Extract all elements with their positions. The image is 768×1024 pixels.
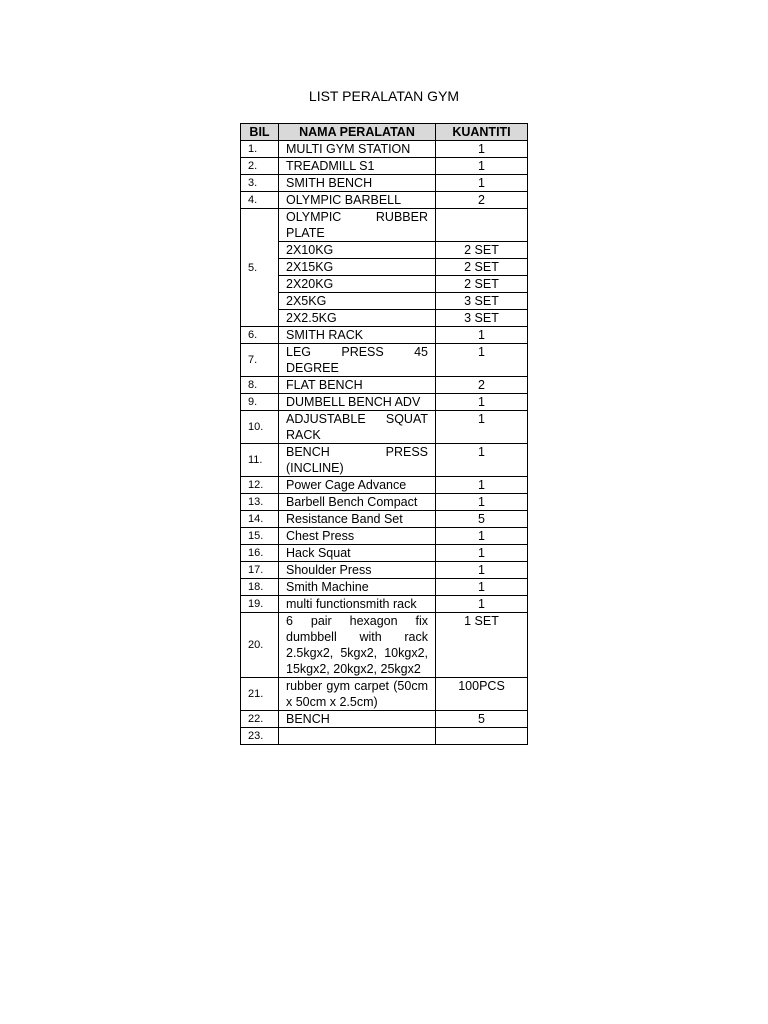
equipment-name-cell: SMITH BENCH bbox=[279, 175, 436, 192]
bil-cell: 13. bbox=[241, 494, 279, 511]
quantity-cell: 5 bbox=[436, 511, 528, 528]
equipment-name-cell: 2X2.5KG bbox=[279, 310, 436, 327]
quantity-cell: 1 bbox=[436, 477, 528, 494]
table-row bbox=[241, 394, 528, 411]
table-row bbox=[241, 377, 528, 394]
bil-cell: 8. bbox=[241, 377, 279, 394]
bil-cell: 18. bbox=[241, 579, 279, 596]
equipment-name-cell: OLYMPIC BARBELL bbox=[279, 192, 436, 209]
bil-cell: 2. bbox=[241, 158, 279, 175]
table-subrow bbox=[241, 259, 528, 276]
table-row bbox=[241, 175, 528, 192]
table-subrow bbox=[241, 276, 528, 293]
table-row bbox=[241, 728, 528, 745]
quantity-cell: 2 SET bbox=[436, 259, 528, 276]
table-row bbox=[241, 562, 528, 579]
quantity-cell: 1 bbox=[436, 158, 528, 175]
bil-cell: 11. bbox=[241, 444, 279, 477]
quantity-cell: 100PCS bbox=[436, 678, 528, 711]
table-row bbox=[241, 678, 528, 711]
quantity-cell: 1 bbox=[436, 327, 528, 344]
table-row bbox=[241, 528, 528, 545]
quantity-cell: 5 bbox=[436, 711, 528, 728]
equipment-name-cell: Smith Machine bbox=[279, 579, 436, 596]
bil-cell: 12. bbox=[241, 477, 279, 494]
equipment-name-cell: 2X5KG bbox=[279, 293, 436, 310]
equipment-name-cell: Chest Press bbox=[279, 528, 436, 545]
equipment-name-cell: multi functionsmith rack bbox=[279, 596, 436, 613]
quantity-cell: 1 bbox=[436, 411, 528, 444]
quantity-cell: 1 bbox=[436, 562, 528, 579]
equipment-name-cell: MULTI GYM STATION bbox=[279, 141, 436, 158]
table-row bbox=[241, 494, 528, 511]
header-nama-peralatan: NAMA PERALATAN bbox=[279, 124, 436, 141]
equipment-name-cell: 2X20KG bbox=[279, 276, 436, 293]
equipment-name-cell: BENCH bbox=[279, 711, 436, 728]
bil-cell: 3. bbox=[241, 175, 279, 192]
bil-cell: 1. bbox=[241, 141, 279, 158]
quantity-cell: 1 bbox=[436, 344, 528, 377]
bil-cell: 19. bbox=[241, 596, 279, 613]
quantity-cell bbox=[436, 209, 528, 242]
equipment-table bbox=[240, 123, 528, 745]
table-row bbox=[241, 545, 528, 562]
table-subrow bbox=[241, 242, 528, 259]
table-header-row bbox=[241, 124, 528, 141]
bil-cell: 20. bbox=[241, 613, 279, 678]
quantity-cell: 1 bbox=[436, 579, 528, 596]
table-row bbox=[241, 141, 528, 158]
table-subrow bbox=[241, 293, 528, 310]
table-row bbox=[241, 444, 528, 477]
header-bil: BIL bbox=[241, 124, 279, 141]
quantity-cell: 1 bbox=[436, 444, 528, 477]
quantity-cell: 1 bbox=[436, 394, 528, 411]
equipment-name-cell: LEG PRESS 45 DEGREE bbox=[279, 344, 436, 377]
bil-cell: 5. bbox=[241, 209, 279, 327]
equipment-name-cell: FLAT BENCH bbox=[279, 377, 436, 394]
equipment-name-cell: Hack Squat bbox=[279, 545, 436, 562]
bil-cell: 4. bbox=[241, 192, 279, 209]
quantity-cell: 1 bbox=[436, 175, 528, 192]
quantity-cell: 1 bbox=[436, 596, 528, 613]
equipment-name-cell: OLYMPIC RUBBER PLATE bbox=[279, 209, 436, 242]
quantity-cell: 1 bbox=[436, 545, 528, 562]
table-row bbox=[241, 613, 528, 678]
quantity-cell bbox=[436, 728, 528, 745]
table-body bbox=[241, 141, 528, 745]
bil-cell: 10. bbox=[241, 411, 279, 444]
quantity-cell: 2 bbox=[436, 377, 528, 394]
table-row bbox=[241, 411, 528, 444]
quantity-cell: 1 bbox=[436, 494, 528, 511]
bil-cell: 21. bbox=[241, 678, 279, 711]
bil-cell: 7. bbox=[241, 344, 279, 377]
equipment-name-cell: Barbell Bench Compact bbox=[279, 494, 436, 511]
equipment-name-cell: Power Cage Advance bbox=[279, 477, 436, 494]
page-title: LIST PERALATAN GYM bbox=[308, 88, 460, 104]
equipment-name-cell bbox=[279, 728, 436, 745]
quantity-cell: 1 bbox=[436, 528, 528, 545]
bil-cell: 22. bbox=[241, 711, 279, 728]
equipment-name-cell: Resistance Band Set bbox=[279, 511, 436, 528]
quantity-cell: 2 SET bbox=[436, 276, 528, 293]
table-row bbox=[241, 596, 528, 613]
table-row bbox=[241, 344, 528, 377]
table-row bbox=[241, 511, 528, 528]
quantity-cell: 3 SET bbox=[436, 293, 528, 310]
bil-cell: 15. bbox=[241, 528, 279, 545]
quantity-cell: 2 SET bbox=[436, 242, 528, 259]
table-row bbox=[241, 711, 528, 728]
bil-cell: 17. bbox=[241, 562, 279, 579]
table-row bbox=[241, 327, 528, 344]
equipment-name-cell: BENCH PRESS (INCLINE) bbox=[279, 444, 436, 477]
bil-cell: 16. bbox=[241, 545, 279, 562]
equipment-name-cell: DUMBELL BENCH ADV bbox=[279, 394, 436, 411]
equipment-name-cell: Shoulder Press bbox=[279, 562, 436, 579]
bil-cell: 14. bbox=[241, 511, 279, 528]
equipment-name-cell: SMITH RACK bbox=[279, 327, 436, 344]
table-row bbox=[241, 158, 528, 175]
equipment-name-cell: 6 pair hexagon fix dumbbell with rack 2.5kgx2, 5kgx2, 10kgx2, 15kgx2, 20kgx2, 25kgx2 bbox=[279, 613, 436, 678]
equipment-name-cell: 2X15KG bbox=[279, 259, 436, 276]
quantity-cell: 1 SET bbox=[436, 613, 528, 678]
equipment-name-cell: ADJUSTABLE SQUAT RACK bbox=[279, 411, 436, 444]
table-row bbox=[241, 209, 528, 242]
equipment-name-cell: TREADMILL S1 bbox=[279, 158, 436, 175]
table-row bbox=[241, 579, 528, 596]
table-row bbox=[241, 477, 528, 494]
equipment-name-cell: rubber gym carpet (50cm x 50cm x 2.5cm) bbox=[279, 678, 436, 711]
bil-cell: 9. bbox=[241, 394, 279, 411]
quantity-cell: 3 SET bbox=[436, 310, 528, 327]
bil-cell: 6. bbox=[241, 327, 279, 344]
quantity-cell: 1 bbox=[436, 141, 528, 158]
table-subrow bbox=[241, 310, 528, 327]
header-kuantiti: KUANTITI bbox=[436, 124, 528, 141]
bil-cell: 23. bbox=[241, 728, 279, 745]
equipment-name-cell: 2X10KG bbox=[279, 242, 436, 259]
quantity-cell: 2 bbox=[436, 192, 528, 209]
table-row bbox=[241, 192, 528, 209]
